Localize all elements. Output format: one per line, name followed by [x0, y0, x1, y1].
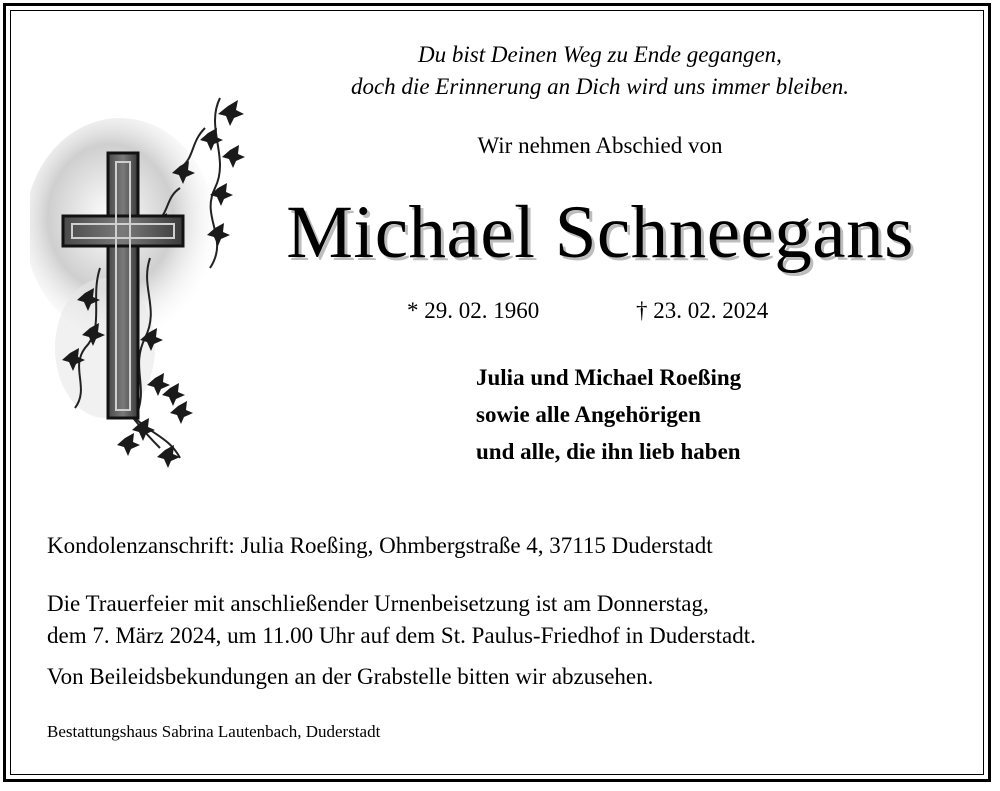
death-date: † 23. 02. 2024 [636, 298, 769, 323]
ceremony-line-2: dem 7. März 2024, um 11.00 Uhr auf dem St. Paulus-Friedhof in Duderstadt. [47, 623, 756, 648]
ceremony-line-1: Die Trauerfeier mit anschließender Urnenbeisetzung ist am Donnerstag, [47, 591, 709, 616]
condolence-address: Kondolenzanschrift: Julia Roeßing, Ohmbergstraße 4, 37115 Duderstadt [47, 533, 713, 558]
verse-line-1: Du bist Deinen Weg zu Ende gegangen, [418, 42, 782, 67]
funeral-home: Bestattungshaus Sabrina Lautenbach, Duderstadt [47, 722, 381, 741]
condolence-note: Von Beileidsbekundungen an der Grabstelle bitten wir abzusehen. [47, 664, 654, 689]
cross-with-ivy-icon [30, 88, 270, 488]
intro-text: Wir nehmen Abschied von [477, 133, 723, 158]
birth-date: * 29. 02. 1960 [407, 298, 540, 323]
mourner-line-2: sowie alle Angehörigen [476, 402, 701, 427]
mourner-line-3: und alle, die ihn lieb haben [476, 439, 741, 464]
deceased-name: Michael Schneegans [286, 191, 914, 274]
verse-line-2: doch die Erinnerung an Dich wird uns immer bleiben. [350, 74, 850, 99]
mourner-line-1: Julia und Michael Roeßing [476, 365, 742, 390]
